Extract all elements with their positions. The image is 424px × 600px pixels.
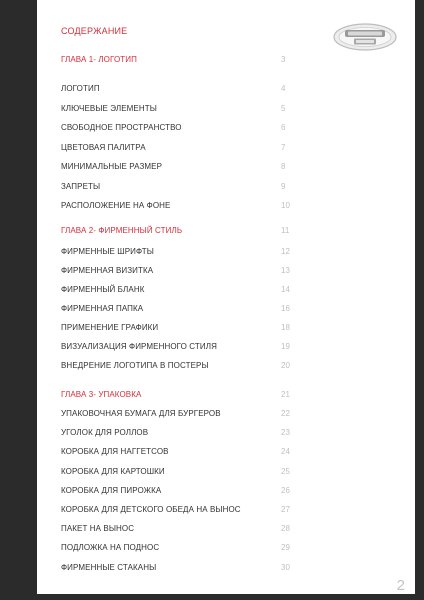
toc-item-row[interactable] <box>61 543 331 555</box>
toc-page-number: 19 <box>281 342 290 351</box>
toc-item-row[interactable] <box>61 84 331 96</box>
toc-page-number: 14 <box>281 285 290 294</box>
toc-item-row[interactable] <box>61 247 331 259</box>
toc-item-label: УПАКОВОЧНАЯ БУМАГА ДЛЯ БУРГЕРОВ <box>61 409 221 418</box>
toc-item-row[interactable] <box>61 323 331 335</box>
toc-page-number: 25 <box>281 467 290 476</box>
toc-item-label: МИНИМАЛЬНЫЕ РАЗМЕР <box>61 162 163 171</box>
toc-chapter-title: ГЛАВА 2- ФИРМЕННЫЙ СТИЛЬ <box>61 226 183 235</box>
toc-item-label: ПАКЕТ НА ВЫНОС <box>61 524 135 533</box>
toc-page-number: 20 <box>281 361 290 370</box>
toc-page-number: 11 <box>281 226 290 235</box>
toc-item-row[interactable] <box>61 266 331 278</box>
toc-page-number: 5 <box>281 104 286 113</box>
toc-item-label: ВИЗУАЛИЗАЦИЯ ФИРМЕННОГО СТИЛЯ <box>61 342 217 351</box>
toc-page-number: 10 <box>281 201 290 210</box>
toc-item-label: ЛОГОТИП <box>61 84 100 93</box>
toc-page-number: 29 <box>281 543 290 552</box>
toc-item-row[interactable] <box>61 201 331 213</box>
toc-item-label: ВНЕДРЕНИЕ ЛОГОТИПА В ПОСТЕРЫ <box>61 361 209 370</box>
burger-brand-logo-icon <box>332 22 398 52</box>
toc-page-number: 22 <box>281 409 290 418</box>
toc-item-row[interactable] <box>61 361 331 373</box>
toc-item-row[interactable] <box>61 447 331 459</box>
toc-item-label: ПРИМЕНЕНИЕ ГРАФИКИ <box>61 323 159 332</box>
toc-item-row[interactable] <box>61 162 331 174</box>
toc-item-row[interactable] <box>61 524 331 536</box>
toc-item-row[interactable] <box>61 182 331 194</box>
toc-item-label: РАСПОЛОЖЕНИЕ НА ФОНЕ <box>61 201 171 210</box>
toc-page-number: 12 <box>281 247 290 256</box>
toc-item-row[interactable] <box>61 563 331 575</box>
toc-item-label: ЗАПРЕТЫ <box>61 182 101 191</box>
toc-item-row[interactable] <box>61 409 331 421</box>
toc-item-label: КОРОБКА ДЛЯ ДЕТСКОГО ОБЕДА НА ВЫНОС <box>61 505 241 514</box>
page-number: 2 <box>396 577 405 594</box>
toc-page-number: 6 <box>281 123 286 132</box>
toc-item-label: ФИРМЕННЫЙ БЛАНК <box>61 285 145 294</box>
toc-page-number: 27 <box>281 505 290 514</box>
toc-item-row[interactable] <box>61 342 331 354</box>
toc-item-label: ФИРМЕННЫЕ ШРИФТЫ <box>61 247 154 256</box>
toc-chapter-row[interactable] <box>61 55 331 67</box>
toc-page-number: 23 <box>281 428 290 437</box>
toc-item-row[interactable] <box>61 285 331 297</box>
toc-item-label: КЛЮЧЕВЫЕ ЭЛЕМЕНТЫ <box>61 104 157 113</box>
toc-item-label: КОРОБКА ДЛЯ КАРТОШКИ <box>61 467 165 476</box>
toc-page-number: 9 <box>281 182 286 191</box>
toc-item-label: УГОЛОК ДЛЯ РОЛЛОВ <box>61 428 149 437</box>
toc-item-row[interactable] <box>61 304 331 316</box>
toc-chapter-title: ГЛАВА 3- УПАКОВКА <box>61 390 142 399</box>
toc-item-row[interactable] <box>61 428 331 440</box>
toc-page-number: 26 <box>281 486 290 495</box>
toc-chapter-row[interactable] <box>61 226 331 238</box>
toc-item-row[interactable] <box>61 104 331 116</box>
toc-page-number: 30 <box>281 563 290 572</box>
toc-item-label: ЦВЕТОВАЯ ПАЛИТРА <box>61 143 146 152</box>
toc-title: СОДЕРЖАНИЕ <box>61 26 128 36</box>
toc-page-number: 7 <box>281 143 286 152</box>
toc-item-label: КОРОБКА ДЛЯ ПИРОЖКА <box>61 486 162 495</box>
toc-page-number: 4 <box>281 84 286 93</box>
toc-item-label: КОРОБКА ДЛЯ НАГГЕТСОВ <box>61 447 169 456</box>
toc-item-label: СВОБОДНОЕ ПРОСТРАНСТВО <box>61 123 182 132</box>
toc-page-number: 28 <box>281 524 290 533</box>
toc-item-row[interactable] <box>61 467 331 479</box>
toc-chapter-title: ГЛАВА 1- ЛОГОТИП <box>61 55 137 64</box>
toc-page-number: 13 <box>281 266 290 275</box>
toc-page-number: 16 <box>281 304 290 313</box>
toc-page-number: 3 <box>281 55 286 64</box>
toc-page-number: 24 <box>281 447 290 456</box>
toc-item-row[interactable] <box>61 486 331 498</box>
toc-page-number: 21 <box>281 390 290 399</box>
toc-item-label: ФИРМЕННАЯ ПАПКА <box>61 304 144 313</box>
toc-page-number: 8 <box>281 162 286 171</box>
toc-item-row[interactable] <box>61 505 331 517</box>
toc-item-row[interactable] <box>61 123 331 135</box>
toc-item-label: ФИРМЕННЫЕ СТАКАНЫ <box>61 563 157 572</box>
document-page <box>37 0 415 594</box>
toc-item-label: ФИРМЕННАЯ ВИЗИТКА <box>61 266 154 275</box>
toc-chapter-row[interactable] <box>61 390 331 402</box>
toc-item-row[interactable] <box>61 143 331 155</box>
toc-item-label: ПОДЛОЖКА НА ПОДНОС <box>61 543 160 552</box>
toc-page-number: 18 <box>281 323 290 332</box>
